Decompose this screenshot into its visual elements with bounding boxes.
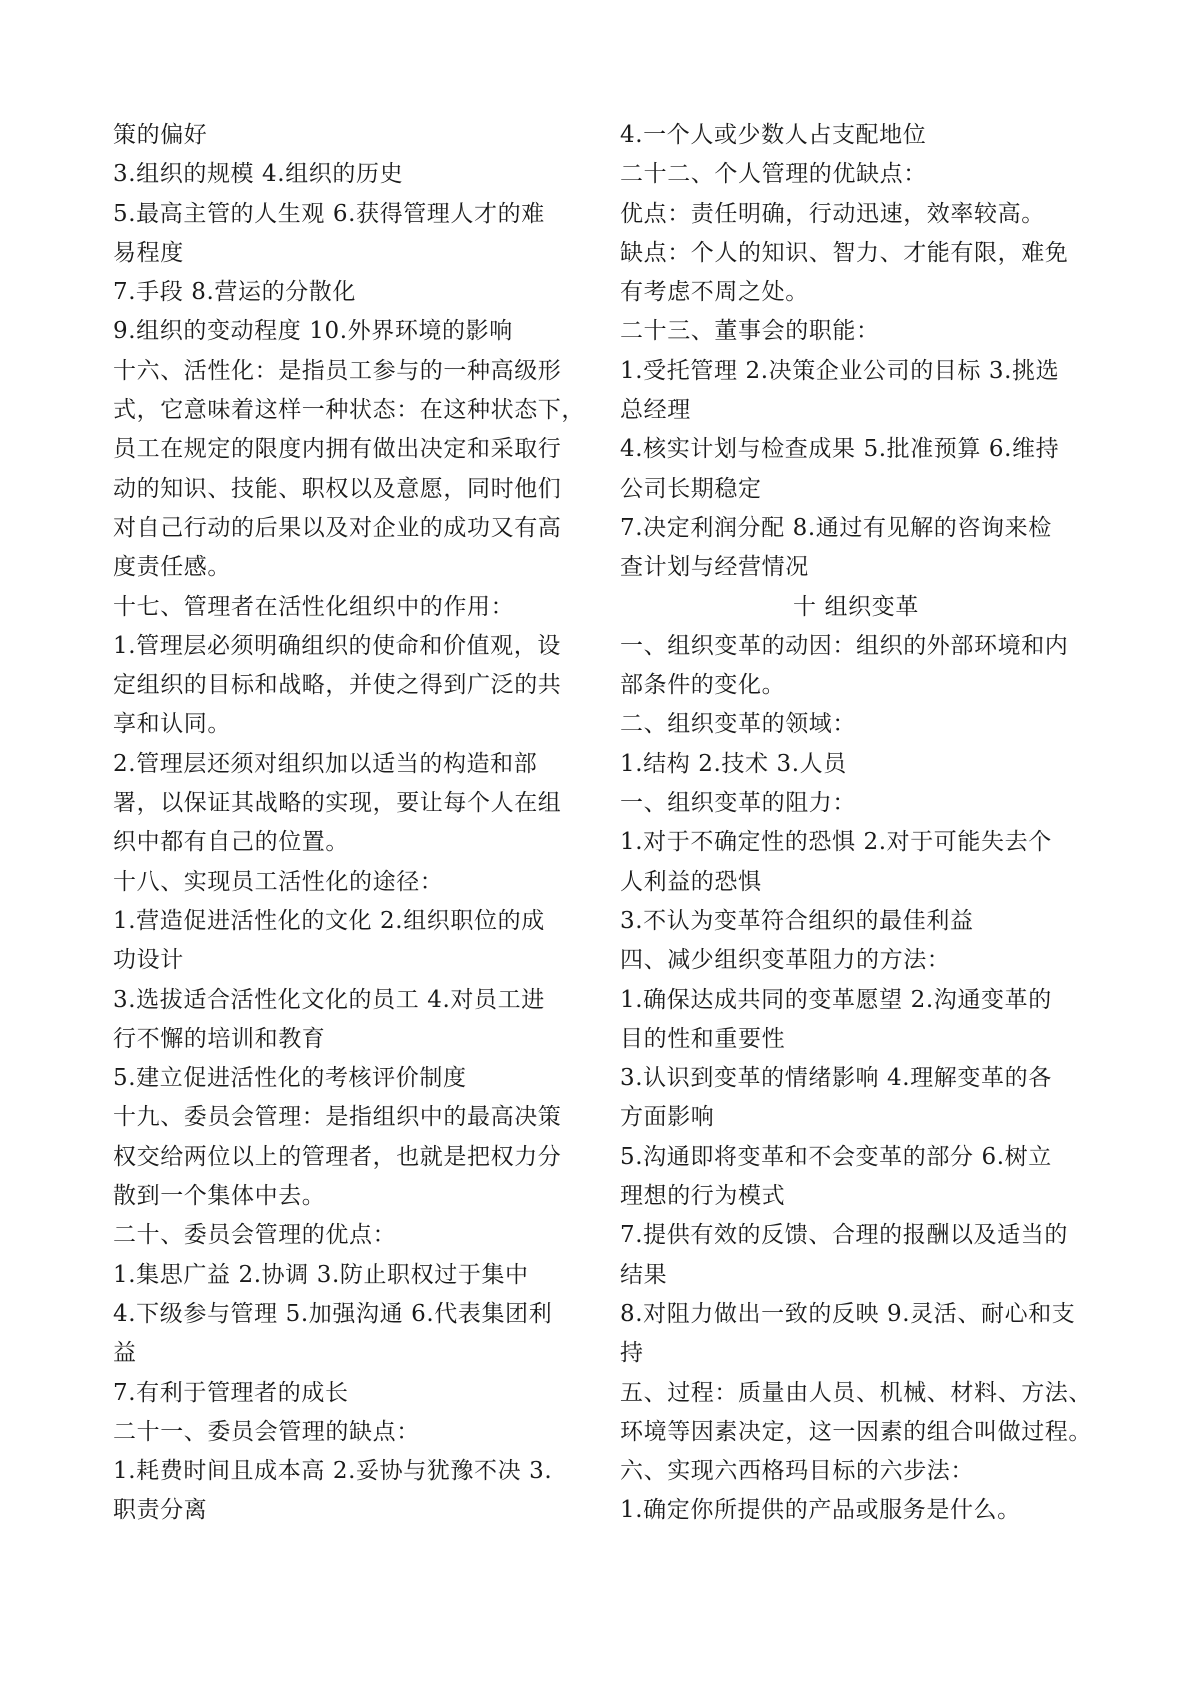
section-heading-6: 六、实现六西格玛目标的六步法： [620, 1458, 974, 1485]
text-line: 7.有利于管理者的成长 [113, 1379, 349, 1406]
text-line: 5.最高主管的人生观 6.获得管理人才的难 [113, 200, 545, 227]
text-line: 功设计 [113, 947, 184, 974]
section-heading-2: 二、组织变革的领域： [620, 711, 856, 738]
text-line: 4.下级参与管理 5.加强沟通 6.代表集团利 [113, 1300, 553, 1327]
text-line: 7.提供有效的反馈、合理的报酬以及适当的 [620, 1222, 1068, 1249]
chapter-title: 十 组织变革 [793, 593, 919, 620]
section-heading-1: 一、组织变革的动因：组织的外部环境和内 [620, 632, 1069, 659]
section-heading-17: 十七、管理者在活性化组织中的作用： [113, 593, 515, 620]
section-heading-21: 二十一、委员会管理的缺点： [113, 1418, 420, 1445]
text-line: 部条件的变化。 [620, 672, 786, 699]
text-line: 缺点：个人的知识、智力、才能有限，难免 [620, 239, 1069, 266]
text-line: 权交给两位以上的管理者，也就是把权力分 [113, 1143, 562, 1170]
text-line: 公司长期稳定 [620, 475, 762, 502]
text-line: 定组织的目标和战略，并使之得到广泛的共 [113, 672, 562, 699]
text-line: 5.沟通即将变革和不会变革的部分 6.树立 [620, 1143, 1052, 1170]
text-line: 1.集思广益 2.协调 3.防止职权过于集中 [113, 1261, 529, 1288]
section-heading-16: 十六、活性化：是指员工参与的一种高级形 [113, 357, 562, 384]
text-line: 1.确保达成共同的变革愿望 2.沟通变革的 [620, 986, 1052, 1013]
text-line: 1.管理层必须明确组织的使命和价值观，设 [113, 632, 561, 659]
text-line: 理想的行为模式 [620, 1183, 786, 1210]
text-line: 总经理 [620, 397, 691, 424]
section-heading-5: 五、过程：质量由人员、机械、材料、方法、 [620, 1379, 1092, 1406]
text-line: 人利益的恐惧 [620, 868, 762, 895]
text-line: 1.受托管理 2.决策企业公司的目标 3.挑选 [620, 357, 1060, 384]
text-line: 查计划与经营情况 [620, 554, 809, 581]
section-heading-20: 二十、委员会管理的优点： [113, 1222, 397, 1249]
text-line: 2.管理层还须对组织加以适当的构造和部 [113, 750, 538, 777]
text-line: 度责任感。 [113, 554, 231, 581]
text-line: 享和认同。 [113, 711, 231, 738]
section-heading-19: 十九、委员会管理：是指组织中的最高决策 [113, 1104, 562, 1131]
section-heading-23: 二十三、董事会的职能： [620, 318, 880, 345]
section-heading-18: 十八、实现员工活性化的途径： [113, 868, 444, 895]
text-line: 易程度 [113, 239, 184, 266]
text-line: 7.决定利润分配 8.通过有见解的咨询来检 [620, 514, 1052, 541]
text-line: 职责分离 [113, 1497, 208, 1524]
text-line: 优点：责任明确，行动迅速，效率较高。 [620, 200, 1045, 227]
text-line: 9.组织的变动程度 10.外界环境的影响 [113, 318, 513, 345]
text-line: 1.营造促进活性化的文化 2.组织职位的成 [113, 907, 545, 934]
text-line: 行不懈的培训和教育 [113, 1025, 326, 1052]
text-line: 动的知识、技能、职权以及意愿，同时他们 [113, 475, 562, 502]
text-line: 1.确定你所提供的产品或服务是什么。 [620, 1497, 1021, 1524]
text-line: 3.认识到变革的情绪影响 4.理解变革的各 [620, 1065, 1052, 1092]
section-heading-3: 一、组织变革的阻力： [620, 790, 856, 817]
text-line: 8.对阻力做出一致的反映 9.灵活、耐心和支 [620, 1300, 1076, 1327]
text-line: 5.建立促进活性化的考核评价制度 [113, 1065, 467, 1092]
text-line: 员工在规定的限度内拥有做出决定和采取行 [113, 436, 562, 463]
text-line: 益 [113, 1340, 137, 1367]
text-line: 3.组织的规模 4.组织的历史 [113, 161, 404, 188]
text-line: 式，它意味着这样一种状态：在这种状态下， [113, 397, 585, 424]
text-line: 4.一个人或少数人占支配地位 [620, 122, 927, 148]
text-line: 1.对于不确定性的恐惧 2.对于可能失去个 [620, 829, 1052, 856]
text-line: 1.结构 2.技术 3.人员 [620, 750, 847, 777]
text-line: 署，以保证其战略的实现，要让每个人在组 [113, 790, 562, 817]
text-line: 目的性和重要性 [620, 1025, 786, 1052]
text-line: 对自己行动的后果以及对企业的成功又有高 [113, 514, 562, 541]
text-line: 1.耗费时间且成本高 2.妥协与犹豫不决 3. [113, 1458, 553, 1485]
text-line: 散到一个集体中去。 [113, 1183, 326, 1210]
section-heading-4: 四、减少组织变革阻力的方法： [620, 947, 951, 974]
text-line: 3.选拔适合活性化文化的员工 4.对员工进 [113, 986, 545, 1013]
text-line: 4.核实计划与检查成果 5.批准预算 6.维持 [620, 436, 1060, 463]
text-line: 有考虑不周之处。 [620, 279, 809, 306]
text-line: 策的偏好 [113, 122, 208, 148]
text-line: 7.手段 8.营运的分散化 [113, 279, 356, 306]
text-line: 持 [620, 1340, 644, 1367]
text-line: 织中都有自己的位置。 [113, 829, 349, 856]
section-heading-22: 二十二、个人管理的优缺点： [620, 161, 927, 188]
left-column [113, 116, 585, 1531]
text-line: 方面影响 [620, 1104, 715, 1131]
text-line: 3.不认为变革符合组织的最佳利益 [620, 907, 974, 934]
text-line: 环境等因素决定，这一因素的组合叫做过程。 [620, 1418, 1092, 1445]
right-column [620, 116, 1092, 1531]
text-line: 结果 [620, 1261, 668, 1288]
